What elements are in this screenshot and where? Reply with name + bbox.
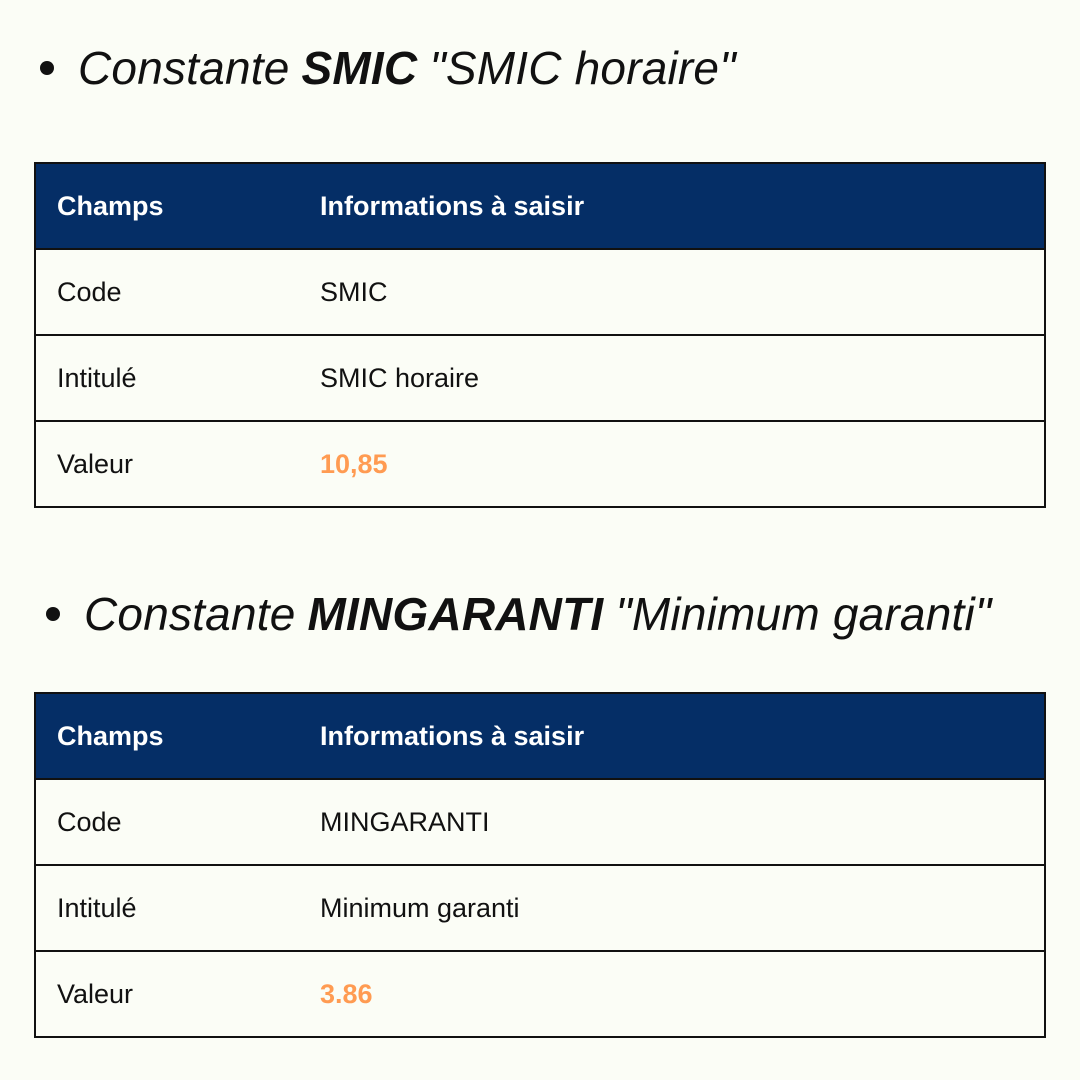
table-row	[35, 865, 1045, 951]
field-label: Intitulé	[35, 865, 299, 951]
field-label: Intitulé	[35, 335, 299, 421]
column-header-champs: Champs	[35, 163, 299, 249]
constant-table-mingaranti	[34, 692, 1046, 1038]
field-value: SMIC	[299, 249, 1045, 335]
field-label: Valeur	[35, 421, 299, 507]
table-row	[35, 249, 1045, 335]
heading-code: SMIC	[301, 42, 418, 94]
heading-label: "SMIC horaire"	[429, 42, 736, 94]
table-header-row	[35, 163, 1045, 249]
heading-prefix: Constante	[78, 42, 290, 94]
table-row	[35, 779, 1045, 865]
field-label: Valeur	[35, 951, 299, 1037]
bullet-icon	[40, 61, 54, 75]
column-header-champs: Champs	[35, 693, 299, 779]
heading-code: MINGARANTI	[307, 588, 604, 640]
section-heading-mingaranti	[46, 584, 991, 644]
table-row	[35, 951, 1045, 1037]
constant-table-smic	[34, 162, 1046, 508]
field-label: Code	[35, 779, 299, 865]
field-value: SMIC horaire	[299, 335, 1045, 421]
field-value: MINGARANTI	[299, 779, 1045, 865]
field-value: Minimum garanti	[299, 865, 1045, 951]
table-row	[35, 335, 1045, 421]
column-header-informations: Informations à saisir	[299, 693, 1045, 779]
table-row	[35, 421, 1045, 507]
section-heading-smic	[40, 38, 736, 98]
bullet-icon	[46, 607, 60, 621]
field-label: Code	[35, 249, 299, 335]
table-header-row	[35, 693, 1045, 779]
heading-prefix: Constante	[84, 588, 296, 640]
field-value-highlight: 3.86	[299, 951, 1045, 1037]
field-value-highlight: 10,85	[299, 421, 1045, 507]
heading-label: "Minimum garanti"	[615, 588, 992, 640]
column-header-informations: Informations à saisir	[299, 163, 1045, 249]
